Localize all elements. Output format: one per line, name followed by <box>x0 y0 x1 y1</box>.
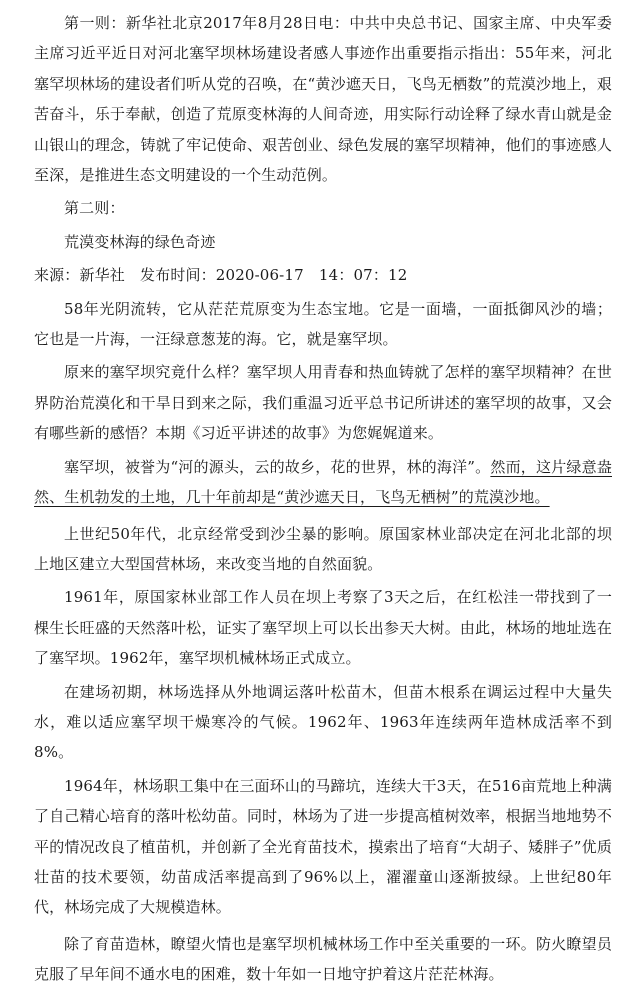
article-paragraph-1: 58年光阴流转，它从茫茫荒原变为生态宝地。它是一面墙，一面抵御风沙的墙；它也是一片海，一汪绿意葱茏的海。它，就是塞罕坝。 <box>34 299 612 349</box>
article-title: 荒漠变林海的绿色奇迹 <box>64 232 216 251</box>
article-paragraph-3 <box>34 452 612 513</box>
article-paragraph-7: 1964年，林场职工集中在三面环山的马蹄坑，连续大干3天，在516亩荒地上种满了自己精心培育的落叶松幼苗。同时，林场为了进一步提高植树效率，根据当地地势不平的情况改良了植苗机，并创新了全光育苗技术，摸索出了培育“大胡子、矮胖子”优质壮苗的技术要领，幼苗成活率提高到了96%以上，濯濯童山逐渐披绿。上世纪80年代，林场完成了大规模造林。 <box>34 776 612 917</box>
first-item-paragraph: 第一则：新华社北京2017年8月28日电：中共中央总书记、国家主席、中央军委主席习近平近日对河北塞罕坝林场建设者感人事迹作出重要指示指出：55年来，河北塞罕坝林场的建设者们听从党的召唤，在“黄沙遮天日，飞鸟无栖数”的荒漠沙地上，艰苦奋斗，乐于奉献，创造了荒原变林海的人间奇迹，用实际行动诠释了绿水青山就是金山银山的理念，铸就了牢记使命、艰苦创业、绿色发展的塞罕坝精神，他们的事迹感人至深，是推进生态文明建设的一个生动范例。 <box>34 14 612 185</box>
article-paragraph-8: 除了育苗造林，瞭望火情也是塞罕坝机械林场工作中至关重要的一环。防火瞭望员克服了早年间不通水电的困难，数十年如一日地守护着这片茫茫林海。 <box>34 934 612 984</box>
document-page <box>34 8 612 990</box>
article-source-line: 来源：新华社 发布时间：2020-06-17 14：07：12 <box>34 266 408 285</box>
paragraph-3-underlined-text: 然而，这片绿意盎然、生机勃发的土地，几十年前却是“黄沙遮天日，飞鸟无栖树”的荒漠沙地。 <box>34 457 612 507</box>
article-paragraph-4: 上世纪50年代，北京经常受到沙尘暴的影响。原国家林业部决定在河北北部的坝上地区建立大型国营林场，来改变当地的自然面貌。 <box>34 524 612 573</box>
paragraph-3-plain-text: 塞罕坝，被誉为“河的源头，云的故乡，花的世界，林的海洋”。 <box>64 457 491 476</box>
second-item-label: 第二则： <box>64 199 125 218</box>
article-paragraph-6: 在建场初期，林场选择从外地调运落叶松苗木，但苗木根系在调运过程中大量失水，难以适应塞罕坝干燥寒冷的气候。1962年、1963年连续两年造林成活率不到8%。 <box>34 682 612 762</box>
article-paragraph-5: 1961年，原国家林业部工作人员在坝上考察了3天之后，在红松洼一带找到了一棵生长旺盛的天然落叶松，证实了塞罕坝上可以长出参天大树。由此，林场的地址选在了塞罕坝。1962年，塞罕坝机械林场正式成立。 <box>34 588 612 668</box>
article-paragraph-2: 原来的塞罕坝究竟什么样？塞罕坝人用青春和热血铸就了怎样的塞罕坝精神？在世界防治荒漠化和干旱日到来之际，我们重温习近平总书记所讲述的塞罕坝的故事，又会有哪些新的感悟？本期《习近平讲述的故事》为您娓娓道来。 <box>34 363 612 443</box>
